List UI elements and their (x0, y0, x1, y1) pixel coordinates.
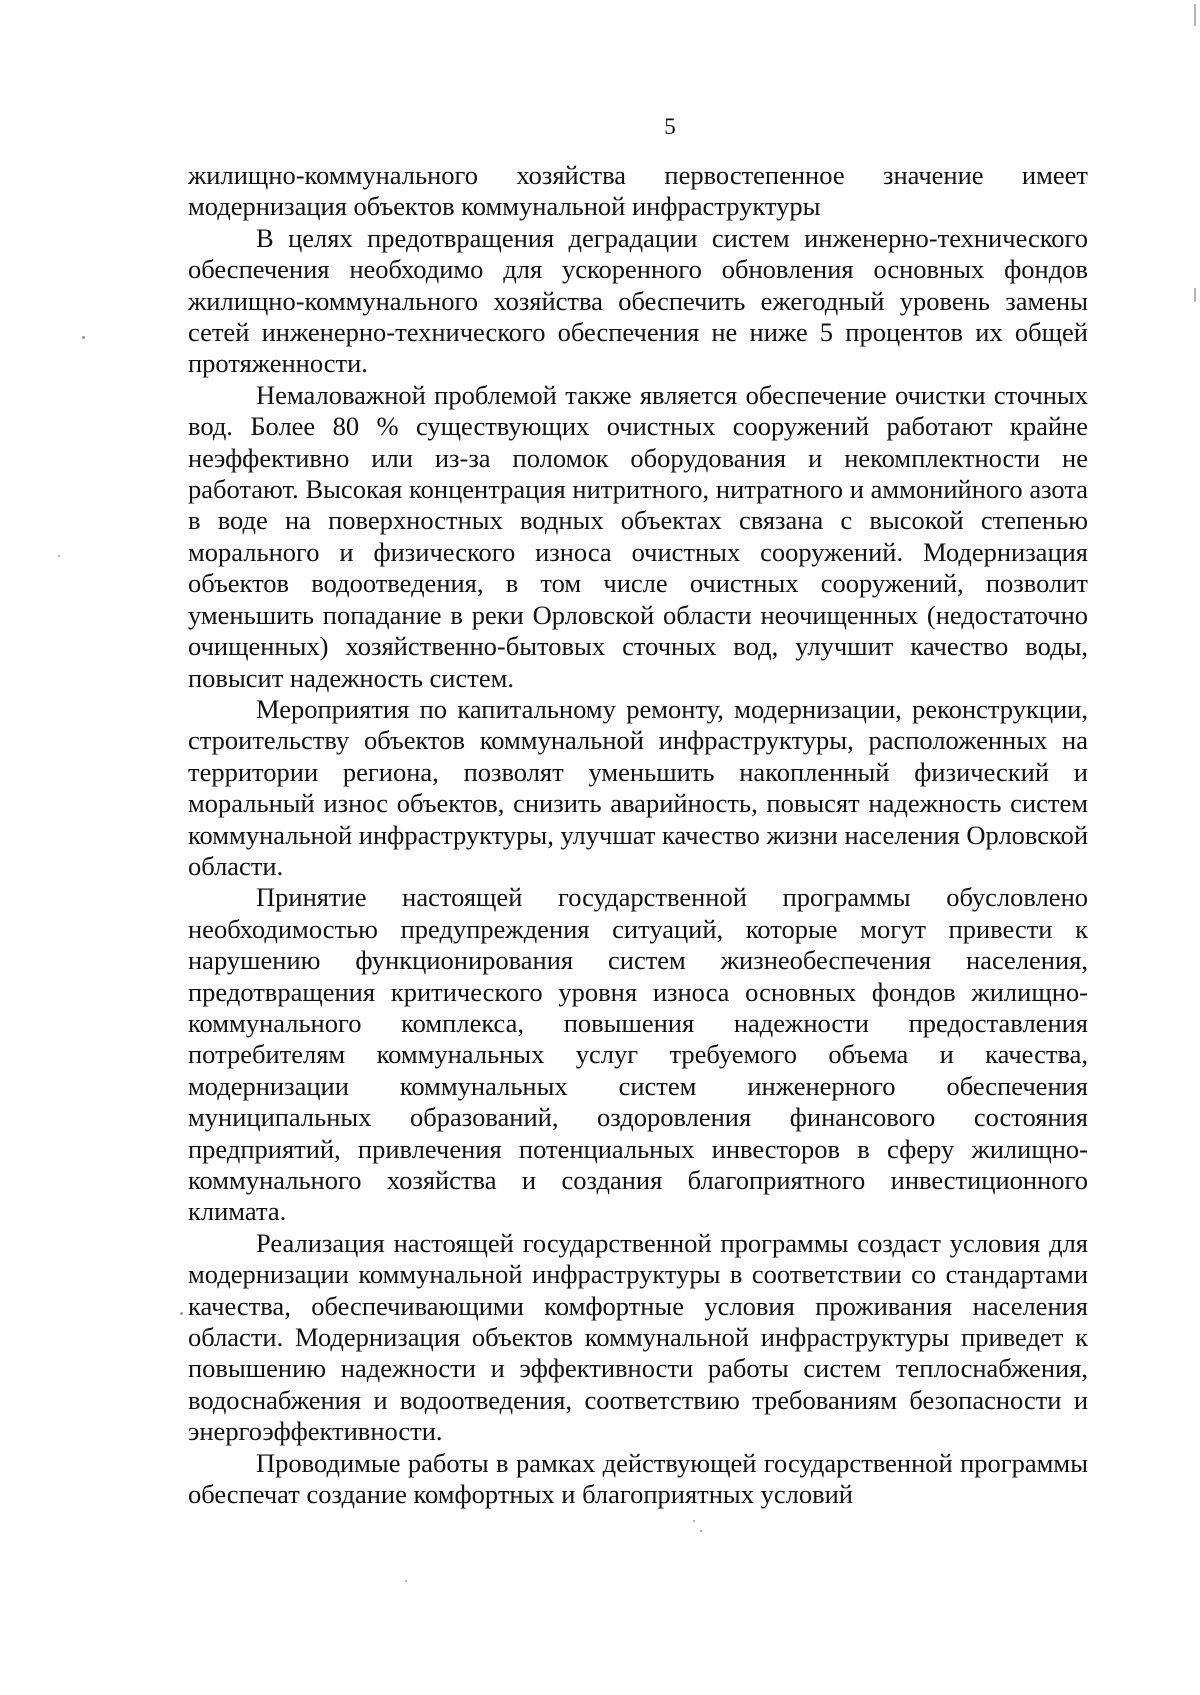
paragraph-capital-repair-measures: Мероприятия по капитальному ремонту, модернизации, реконструкции, строительству объектов коммунальной инфраструктуры, расположенных на территории региона, позволят уменьшить накопленный физический и моральный износ объектов, снизить аварийность, повысят надежность систем коммунальной инфраструктуры, улучшат качество жизни населения Орловской области. (188, 693, 1089, 881)
scan-speck (82, 336, 85, 339)
scan-edge-mark (1194, 4, 1196, 26)
paragraph-wastewater-treatment: Немаловажной проблемой также является обеспечение очистки сточных вод. Более 80 % существующих очистных сооружений работают крайне неэффективно или из-за поломок оборудования и некомплектности не работают. Высокая концентрация нитритного, нитратного и аммонийного азота в воде на поверхностных водных объектах связана с высокой степенью морального и физического износа очистных сооружений. Модернизация объектов водоотведения, в том числе очистных сооружений, позволит уменьшить попадание в реки Орловской области неочищенных (недостаточно очищенных) хозяйственно-бытовых сточных вод, улучшит качество воды, повысит надежность систем. (188, 379, 1088, 693)
scan-speck (693, 1520, 695, 1522)
scan-speck (405, 1580, 407, 1582)
paragraph-network-replacement: В целях предотвращения деградации систем инженерно-технического обеспечения необходимо для ускоренного обновления основных фондов жилищно-коммунального хозяйства обеспечить ежегодный уровень замены сетей инженерно-технического обеспечения не ниже 5 процентов их общей протяженности. (188, 222, 1088, 379)
document-body (188, 160, 1088, 1510)
paragraph-program-implementation: Реализация настоящей государственной программы создаст условия для модернизации коммунальной инфраструктуры в соответствии со стандартами качества, обеспечивающими комфортные условия проживания населения области. Модернизация объектов коммунальной инфраструктуры приведет к повышению надежности и эффективности работы систем теплоснабжения, водоснабжения и водоотведения, соответствию требованиям безопасности и энергоэффективности. (188, 1227, 1088, 1447)
page-number: 5 (664, 114, 676, 139)
scan-speck (700, 1530, 702, 1532)
scan-speck (58, 555, 60, 557)
scan-speck (180, 1312, 183, 1315)
paragraph-ongoing-works: Проводимые работы в рамках действующей государственной программы обеспечат создание комфортных и благоприятных условий (188, 1447, 1088, 1510)
paragraph-continuation: жилищно-коммунального хозяйства первостепенное значение имеет модернизация объектов коммунальной инфраструктуры (188, 160, 1088, 222)
scan-edge-mark (1194, 288, 1196, 302)
paragraph-program-adoption: Принятие настоящей государственной программы обусловлено необходимостью предупреждения ситуаций, которые могут привести к нарушению функционирования систем жизнеобеспечения населения, предотвращения критического уровня износа основных фондов жилищно-коммунального комплекса, повышения надежности предоставления потребителям коммунальных услуг требуемого объема и качества, модернизации коммунальных систем инженерного обеспечения муниципальных образований, оздоровления финансового состояния предприятий, привлечения потенциальных инвесторов в сферу жилищно-коммунального хозяйства и создания благоприятного инвестиционного климата. (188, 882, 1088, 1227)
